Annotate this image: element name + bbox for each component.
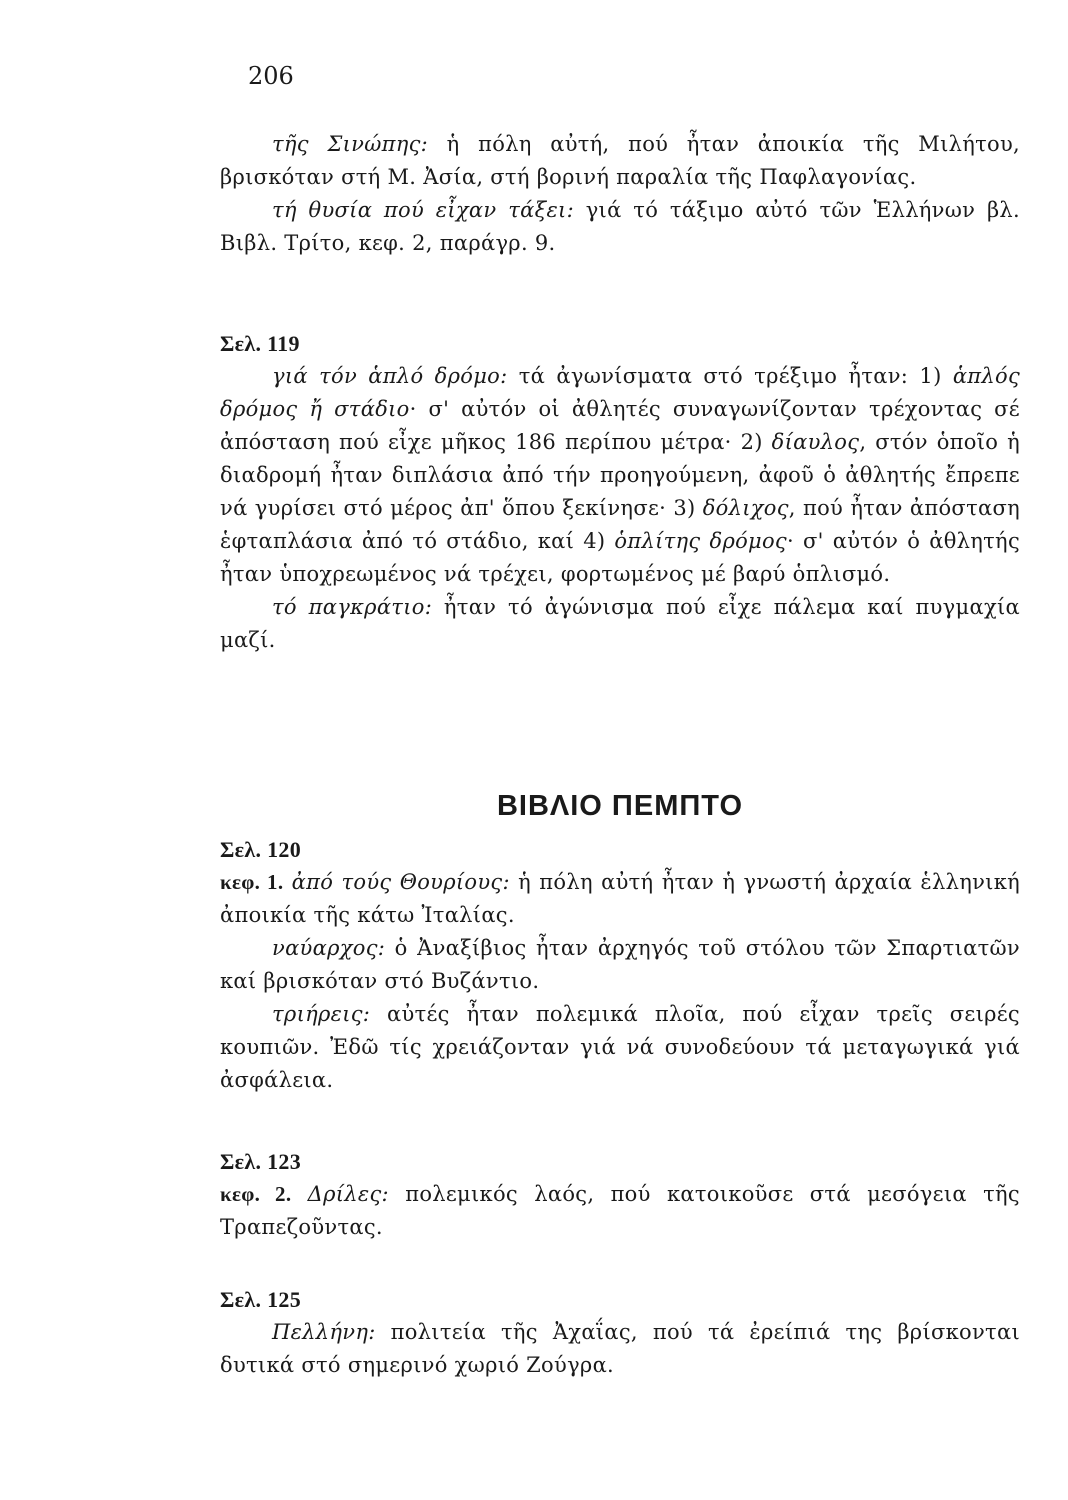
note-term: ἁπλός δρόμος ἤ στάδιο bbox=[220, 364, 1021, 421]
note-text: πολεμικός λαός, πού κατοικοῦσε στά μεσόγεια τῆς Τραπεζοῦντας. bbox=[220, 1182, 1020, 1239]
section-119 bbox=[220, 328, 1020, 657]
section-120 bbox=[220, 834, 1020, 1097]
note-text: ὁ Ἀναξίβιος ἦταν ἀρχηγός τοῦ στόλου τῶν Σπαρτιατῶν καί βρισκόταν στό Βυζάντιο. bbox=[220, 936, 1020, 993]
note-paragraph bbox=[220, 998, 1020, 1097]
section-125 bbox=[220, 1284, 1020, 1382]
note-term: Πελλήνη: bbox=[272, 1320, 376, 1344]
note-paragraph bbox=[220, 194, 1020, 260]
note-term: Δρίλες: bbox=[291, 1182, 389, 1206]
note-text: αὐτές ἦταν πολεμικά πλοῖα, πού εἶχαν τρεῖς σειρές κουπιῶν. Ἐδῶ τίς χρειάζονταν γιά νά συνοδεύουν τά μεταγωγικά γιά ἀσφάλεια. bbox=[220, 1002, 1020, 1092]
section-heading: Σελ. 123 bbox=[220, 1149, 301, 1174]
section-heading: Σελ. 120 bbox=[220, 837, 301, 862]
note-text: ἡ πόλη αὐτή ἦταν ἡ γνωστή ἀρχαία ἑλληνική ἀποικία τῆς κάτω Ἰταλίας. bbox=[220, 870, 1021, 927]
book-title: ΒΙΒΛΙΟ ΠΕΜΠΤΟ bbox=[496, 790, 744, 822]
note-paragraph bbox=[220, 1316, 1020, 1382]
note-term: τή θυσία πού εἶχαν τάξει: bbox=[272, 198, 574, 222]
note-text: · σ' αὐτόν ὁ ἀθλητής ἦταν ὑποχρεωμένος νά τρέχει, φορτωμένος μέ βαρύ ὁπλισμό. bbox=[220, 529, 1021, 586]
note-term: τῆς Σινώπης: bbox=[272, 132, 429, 156]
chapter-label: κεφ. 1. bbox=[220, 870, 284, 894]
note-paragraph bbox=[220, 591, 1020, 657]
note-text: , πού ἦταν ἀπόσταση ἑφταπλάσια ἀπό τό στάδιο, καί 4) bbox=[220, 496, 1020, 553]
chapter-label: κεφ. 2. bbox=[220, 1182, 292, 1206]
note-text: τά ἀγωνίσματα στό τρέξιμο ἦταν: 1) bbox=[507, 364, 953, 388]
note-text: ἦταν τό ἀγώνισμα πού εἶχε πάλεμα καί πυγμαχία μαζί. bbox=[220, 595, 1020, 652]
note-paragraph bbox=[220, 932, 1020, 998]
note-term: τριήρεις: bbox=[272, 1002, 371, 1026]
note-text: γιά τό τάξιμο αὐτό τῶν Ἑλλήνων βλ. Βιβλ. Τρίτο, κεφ. 2, παράγρ. 9. bbox=[220, 198, 1021, 255]
section-123 bbox=[220, 1146, 1020, 1244]
note-paragraph bbox=[220, 1178, 1020, 1244]
note-term: ναύαρχος: bbox=[272, 936, 386, 960]
section-heading: Σελ. 125 bbox=[220, 1287, 301, 1312]
note-term: δόλιχος bbox=[702, 496, 789, 520]
note-term: τό παγκράτιο: bbox=[272, 595, 433, 619]
note-term: δίαυλος bbox=[771, 430, 860, 454]
note-text: , στόν ὁποῖο ἡ διαδρομή ἦταν διπλάσια ἀπό τήν προηγούμενη, ἀφοῦ ὁ ἀθλητής ἔπρεπε νά γυρίσει στό μέρος ἀπ' ὅπου ξεκίνησε· 3) bbox=[220, 430, 1020, 520]
note-paragraph bbox=[220, 128, 1020, 194]
note-text: ἡ πόλη αὐτή, πού ἦταν ἀποικία τῆς Μιλήτου, βρισκόταν στή Μ. Ἀσία, στή βορινή παραλία τῆς Παφλαγονίας. bbox=[220, 132, 1020, 189]
page-number: 206 bbox=[248, 62, 294, 90]
note-term: ἀπό τούς Θουρίους: bbox=[283, 870, 510, 894]
note-term: ὁπλίτης δρόμος bbox=[614, 529, 787, 553]
intro-notes bbox=[220, 128, 1020, 260]
note-text: · σ' αὐτόν οἱ ἀθλητές συναγωνίζονταν τρέχοντας σέ ἀπόσταση πού εἶχε μῆκος 186 περίπου μέτρα· 2) bbox=[220, 397, 1020, 454]
note-paragraph bbox=[220, 360, 1020, 591]
section-heading: Σελ. 119 bbox=[220, 331, 300, 356]
note-text: πολιτεία τῆς Ἀχαΐας, πού τά ἐρείπιά της βρίσκονται δυτικά στό σημερινό χωριό Ζούγρα. bbox=[220, 1320, 1020, 1377]
note-term: γιά τόν ἁπλό δρόμο: bbox=[272, 364, 508, 388]
note-paragraph bbox=[220, 866, 1020, 932]
